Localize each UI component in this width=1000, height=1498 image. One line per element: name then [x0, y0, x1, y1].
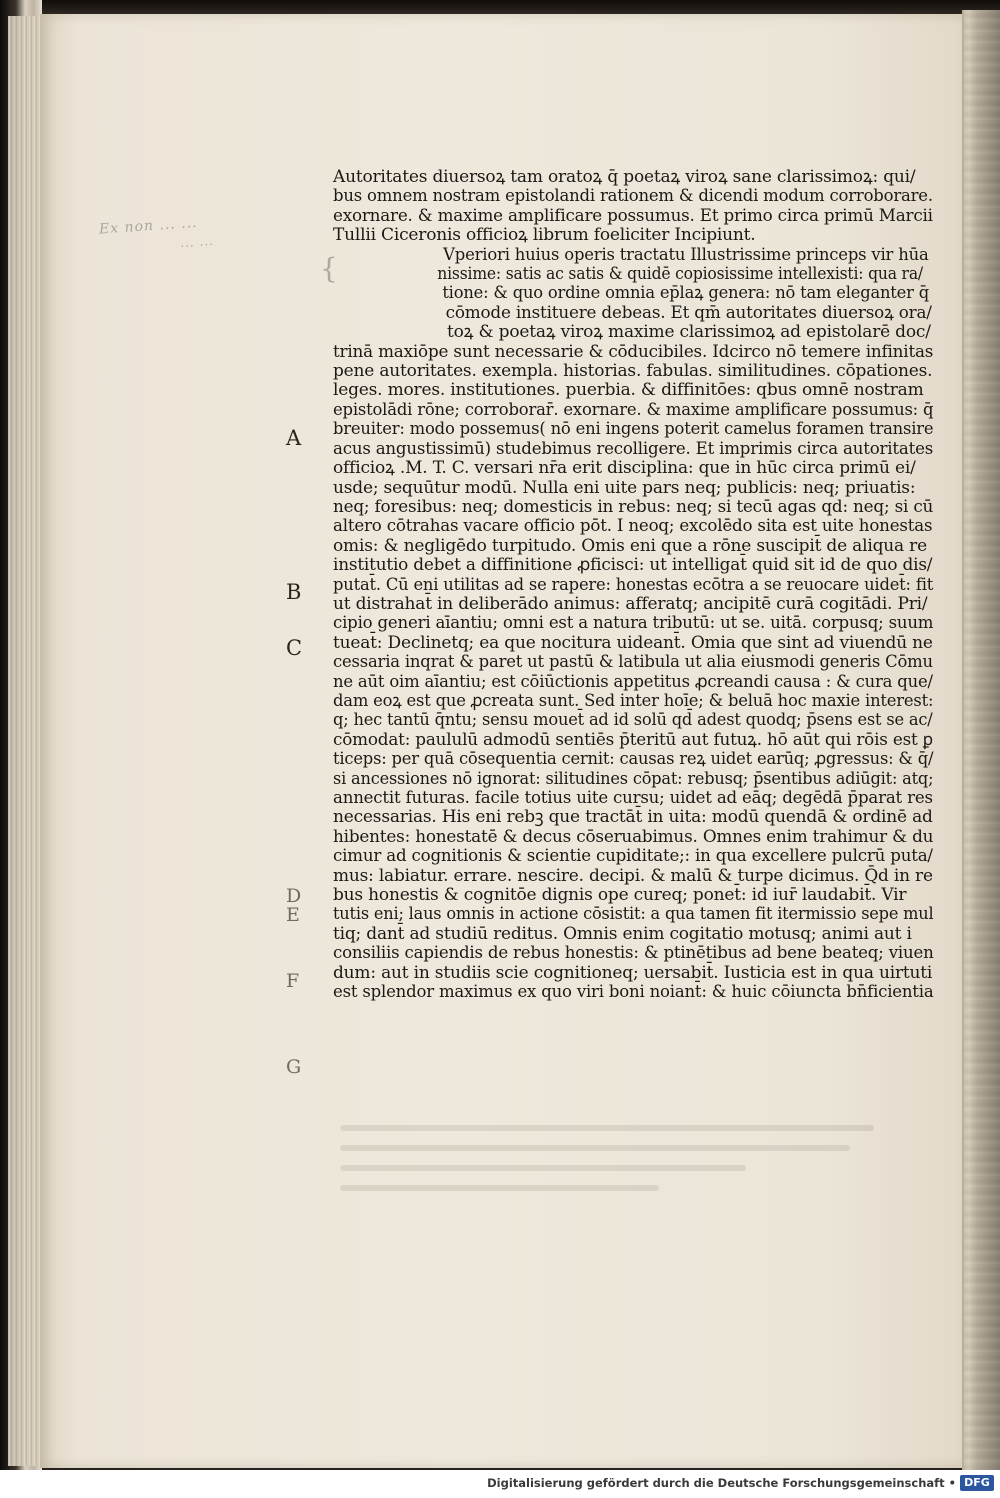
text-line: consiliis capiendis de rebus honestis: & ptinētibus ad bene beateq; viuen: [333, 943, 934, 964]
text-line: ne aūt oim aīantiu; est cōiūctionis appetitus ꝓcreandi causa : & cura que/: [333, 671, 933, 692]
text-line: cimur ad cognitionis & scientie cupiditate;: in qua excellere pulcrū puta/: [333, 846, 933, 867]
text-line: breuiter: modo possemus( nō eni ingens poterit camelus foramen transire: [333, 419, 934, 440]
text-line: bus omnem nostram epistolandi rationem & dicendi modum corroborare.: [333, 186, 933, 207]
text-line: usde; sequūtur modū. Nulla eni uite pars neq; publicis: neq; priuatis:: [333, 477, 916, 498]
text-line: ticeps: per quā cōsequentia cernit: causas reꝝ uidet earūq; ꝓgressus: & q̄/: [333, 749, 934, 770]
text-line: est splendor maximus ex quo viri boni noiant̄: & huic cōiuncta bn̄ficientia: [333, 982, 934, 1003]
text-line: Tullii Ciceronis officioꝝ librum foeliciter Incipiunt.: [333, 225, 756, 246]
text-line: acus angustissimū) studebimus recolligere. Et imprimis circa autoritates: [333, 438, 934, 459]
text-line: bus honestis & cognitōe dignis ope cureq; ponet̄: id iur̄ laudabit̄. Vir: [333, 885, 907, 906]
pencil-note-sub: ... ...: [179, 233, 215, 251]
text-line: nissime: satis ac satis & quidē copiosissime intellexisti: qua ra/: [437, 264, 923, 285]
text-line: cessaria inqrat & paret ut pastū & latibula ut alia eiusmodi generis Cōmu: [333, 652, 933, 673]
text-line: si ancessiones nō ignorat: silitudines cōpat: rebusq; p̄sentibus adiūgit: atq;: [333, 768, 934, 789]
text-line: cōmodat: paululū admodū sentiēs p̄teritū aut futuꝝ. hō aūt qui rōis est ꝑ: [333, 729, 933, 750]
text-line: officioꝝ .M. T. C. versari nr̄a erit disciplina: que in hūc circa primū ei/: [333, 458, 916, 479]
text-line: tutis eni; laus omnis in actione cōsistit: a qua tamen fit itermissio sepe mul: [333, 904, 934, 925]
text-line: ut distrahat̄ in deliberādo animus: afferatq; ancipitē curā cogitādi. Pri/: [333, 593, 928, 614]
left-page-edges: [8, 16, 42, 1466]
margin-letter-b: B: [286, 580, 302, 604]
text-line: tueat̄: Declinetq; ea que nocitura uideant̄. Omia que sint ad viuendū ne: [333, 632, 933, 653]
margin-letter-c: C: [286, 636, 303, 660]
bleed-through-text: [340, 1115, 920, 1225]
body-text: [333, 168, 933, 1002]
text-line: exornare. & maxime amplificare possumus. Et primo circa primū Marcii: [333, 205, 933, 226]
text-line: neq; foresibus: neq; domesticis in rebus: neq; si tecū agas qd: neq; si cū: [333, 496, 934, 517]
text-line: Vperiori huius operis tractatu Illustrissime princeps vir hūa: [443, 244, 929, 265]
text-line: q; hec tantū q̄ntu; sensu mouet̄ ad id solū qd̄ adest quodq; p̄sens est se ac/: [333, 710, 933, 731]
text-line: epistolādi rōne; corroborar̄. exornare. & maxime amplificare possumus: q̄: [333, 399, 934, 420]
text-line: omis: & negligēdo turpitudo. Omis eni que a rōne suscipit̄ de aliqua re: [333, 535, 927, 556]
text-line: tione: & quo ordine omnia ep̄laꝝ genera: nō tam eleganter q̄: [442, 283, 929, 304]
text-line: annectit futuras. facile totius uite cursu; uidet ad eāq; degēdā p̄parat res: [333, 788, 933, 808]
funding-credit: Digitalisierung gefördert durch die Deutsche Forschungsgemeinschaft •: [487, 1476, 956, 1490]
pencil-note-main: Ex non ... ...: [98, 214, 199, 238]
text-line: cōmode instituere debeas. Et qm̄ autoritates diuersoꝝ ora/: [445, 302, 932, 323]
text-line: cipio generi aīantiu; omni est a natura tributū: ut se. uitā. corpusq; suum: [333, 613, 934, 634]
margin-letter-a: A: [286, 426, 302, 450]
text-line: Autoritates diuersoꝝ tam oratoꝝ q̄ poetaꝝ viroꝝ sane clarissimoꝝ: qui/: [333, 167, 916, 187]
text-line: trinā maxiōpe sunt necessarie & cōducibiles. Idcirco nō temere infinitas: [333, 341, 934, 362]
text-line: toꝝ & poetaꝝ viroꝝ maxime clarissimoꝝ ad epistolarē doc/: [447, 322, 931, 343]
dfg-logo-icon[interactable]: DFG: [960, 1475, 994, 1491]
text-line: putat̄. Cū eni utilitas ad se rapere: honestas ecōtra a se reuocare uidet̄: fit: [333, 574, 934, 595]
text-line: hibentes: honestatē & decus cōseruabimus. Omnes enim trahimur & du: [333, 826, 934, 847]
margin-letter-f: F: [286, 970, 300, 992]
next-page-edge: [964, 10, 1000, 1470]
margin-letter-e: E: [286, 904, 300, 926]
text-line: institutio debet a diffinitione ꝓficisci: ut intelligat̄ quid sit id de quo dis/: [333, 555, 933, 576]
text-line: tiq; dant̄ ad studiū reditus. Omnis enim cogitatio motusq; animi aut i: [333, 923, 912, 944]
pencil-bracket-mark: {: [320, 252, 338, 285]
text-line: dum: aut in studiis scie cognitioneq; uersabit̄. Iusticia est in qua uirtuti: [333, 962, 933, 983]
footer-bar: [0, 1470, 1000, 1498]
margin-letter-g: G: [286, 1056, 302, 1078]
text-line: dam eoꝝ est que ꝓcreata sunt. Sed inter hoīe; & beluā hoc maxie interest:: [333, 690, 934, 711]
text-line: pene autoritates. exempla. historias. fabulas. similitudines. cōpationes.: [333, 361, 933, 382]
text-line: necessarias. His eni rebꝫ que tractāt̄ in uita: modū quendā & ordinē ad: [333, 807, 933, 828]
text-line: altero cōtrahas vacare officio pōt. I neoq; excolēdo sita est uite honestas: [333, 516, 933, 537]
text-line: mus: labiatur. errare. nescire. decipi. & malū & turpe dicimus. Q̄d in re: [333, 865, 933, 886]
margin-letter-d: D: [286, 885, 302, 907]
text-line: leges. mores. institutiones. puerbia. & diffinitōes: qbus omnē nostram: [333, 380, 924, 401]
